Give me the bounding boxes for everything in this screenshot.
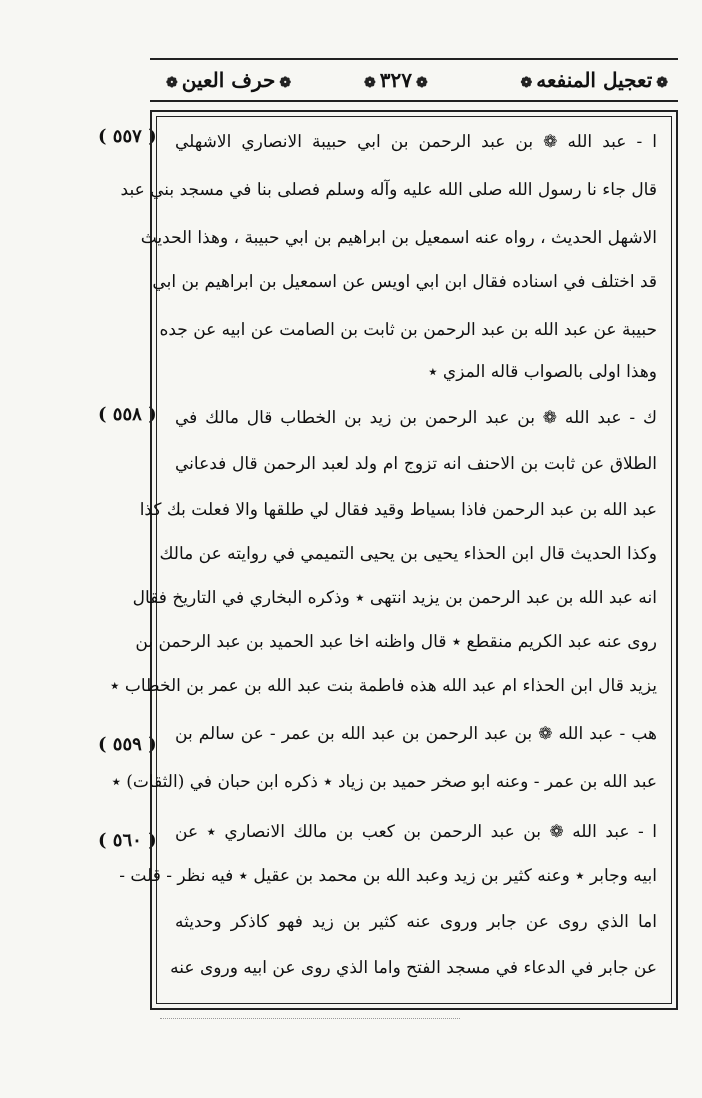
- ornament-icon: ❁: [166, 75, 178, 91]
- ornament-icon: ❁: [364, 75, 376, 91]
- text-line: عبد الله بن عبد الرحمن فاذا بسياط وقيد فقال لي طلقها والا فعلت بك كذا: [139, 500, 657, 520]
- text-line: عن جابر في الدعاء في مسجد الفتح واما الذي روى عن ابيه وروى عنه: [170, 958, 657, 978]
- entry-number: ( ٥٥٨ ): [98, 404, 157, 425]
- text-line: عبد الله بن عمر - وعنه ابو صخر حميد بن زياد ٭ ذكره ابن حبان في (الثقات) ٭: [111, 772, 657, 792]
- text-line: ا - عبد الله ❁ بن عبد الرحمن بن كعب بن مالك الانصاري ٭ عن: [175, 822, 657, 842]
- entry-number: ( ٥٥٩ ): [98, 734, 157, 755]
- header-book-title: ❁تعجيل المنفعه❁: [517, 64, 672, 96]
- text-line: وهذا اولى بالصواب قاله المزي ٭: [428, 362, 657, 382]
- page-bottom-edge: [160, 1018, 460, 1049]
- header-page-number: ❁٣٢٧❁: [360, 64, 432, 96]
- text-line: الطلاق عن ثابت بن الاحنف انه تزوج ام ولد لعبد الرحمن قال فدعاني: [175, 454, 657, 474]
- text-line: ابيه وجابر ٭ وعنه كثير بن زيد وعبد الله بن محمد بن عقيل ٭ فيه نظر - قلت -: [119, 866, 657, 886]
- ornament-icon: ❁: [520, 75, 533, 91]
- text-line: ا - عبد الله ❁ بن عبد الرحمن بن ابي حبيبة الانصاري الاشهلي: [175, 132, 657, 152]
- text-line: انه عبد الله بن عبد الرحمن بن يزيد انتهى ٭ وذكره البخاري في التاريخ فقال: [132, 588, 657, 608]
- text-line: قال جاء نا رسول الله صلى الله عليه وآله وسلم فصلى بنا في مسجد بني عبد: [120, 180, 657, 200]
- text-line: هب - عبد الله ❁ بن عبد الرحمن بن عبد الله بن عمر - عن سالم بن: [175, 724, 657, 744]
- text-line: حبيبة عن عبد الله بن عبد الرحمن بن ثابت بن الصامت عن ابيه عن جده: [159, 320, 657, 340]
- text-line: يزيد قال ابن الحذاء ام عبد الله هذه فاطمة بنت عبد الله بن عمر بن الخطاب ٭: [110, 676, 657, 696]
- text-line: الاشهل الحديث ، رواه عنه اسمعيل بن ابراهيم بن ابي حبيبة ، وهذا الحديث: [140, 228, 657, 248]
- ornament-icon: ❁: [656, 75, 668, 91]
- text-line: روى عنه عبد الكريم منقطع ٭ قال واظنه اخا عبد الحميد بن عبد الرحمن بن: [135, 632, 657, 652]
- text-line: ك - عبد الله ❁ بن عبد الرحمن بن زيد بن الخطاب قال مالك في: [175, 408, 657, 428]
- ornament-icon: ❁: [279, 75, 292, 91]
- text-line: وكذا الحديث قال ابن الحذاء يحيى بن يحيى التميمي في روايته عن مالك: [159, 544, 657, 564]
- entry-number: ( ٥٥٧ ): [98, 126, 157, 147]
- running-header: [150, 58, 678, 102]
- header-section: ❁حرف العين❁: [162, 64, 295, 96]
- text-line: اما الذي روى عن جابر وروى عنه كثير بن زيد فهو كاذكر وحديثه: [175, 912, 657, 932]
- entry-number: ( ٥٦٠ ): [98, 830, 157, 851]
- text-line: قد اختلف في اسناده فقال ابن ابي اويس عن اسمعيل بن ابراهيم بن ابي: [152, 272, 657, 292]
- ornament-icon: ❁: [415, 75, 428, 91]
